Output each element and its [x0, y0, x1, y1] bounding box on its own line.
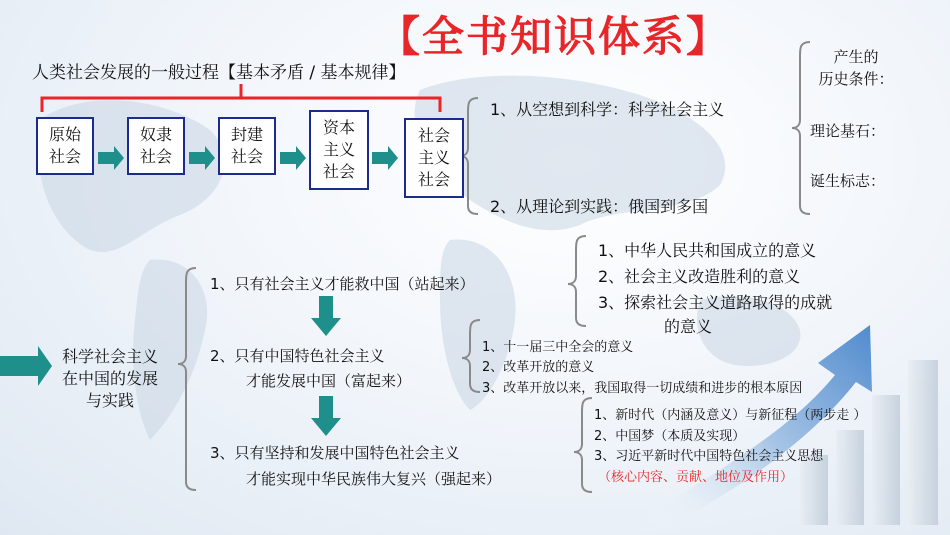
- arrow-down-1: [311, 296, 341, 336]
- socialism-branch-1: 1、从空想到科学：科学社会主义: [490, 100, 725, 119]
- stage-slavery: 奴隶 社会: [127, 117, 185, 175]
- china-stage-2: 2、只有中国特色社会主义 才能发展中国（富起来）: [210, 347, 412, 390]
- stage3-note: （核心内容、贡献、地位及作用）: [598, 470, 794, 485]
- china-stage-3: 3、只有坚持和发展中国特色社会主义 才能实现中华民族伟大复兴（强起来）: [210, 444, 502, 488]
- stage2-point-2: 2、改革开放的意义: [482, 360, 595, 375]
- origin-theory-foundation: 理论基石：: [810, 122, 886, 140]
- stage1-point-3: 3、探索社会主义道路取得的成就: [598, 293, 833, 312]
- bracket-stage3: [574, 398, 592, 492]
- bracket-stage2: [462, 320, 480, 392]
- stage-primitive: 原始 社会: [36, 117, 94, 175]
- arrow-4: [372, 146, 398, 170]
- stage3-point-2: 2、中国梦（本质及实现）: [594, 429, 746, 444]
- red-bracket: [42, 84, 440, 112]
- arrow-3: [280, 146, 306, 170]
- bracket-stage1: [568, 236, 586, 326]
- china-stage-1: 1、只有社会主义才能救中国（站起来）: [210, 275, 475, 293]
- stage-capitalist: 资本 主义 社会: [309, 110, 369, 190]
- arrow-down-2: [311, 396, 341, 436]
- stage2-point-3: 3、改革开放以来，我国取得一切成绩和进步的根本原因: [482, 381, 803, 396]
- arrow-2: [189, 146, 215, 170]
- subtitle: 人类社会发展的一般过程【基本矛盾 / 基本规律】: [32, 63, 406, 83]
- stage2-point-1: 1、十一届三中全会的意义: [482, 340, 634, 355]
- origin-historical-conditions: 产生的 历史条件：: [818, 48, 894, 88]
- stage-socialist: 社会 主义 社会: [404, 118, 464, 198]
- stage3-point-1: 1、新时代（内涵及意义）与新征程（两步走 ）: [594, 408, 867, 423]
- stage1-point-2: 2、社会主义改造胜利的意义: [598, 267, 801, 286]
- bracket-china: [178, 268, 196, 490]
- origin-birth-marker: 诞生标志：: [810, 172, 886, 190]
- stage3-point-3: 3、习近平新时代中国特色社会主义思想: [594, 449, 824, 464]
- socialism-branch-2: 2、从理论到实践：俄国到多国: [490, 197, 709, 216]
- page-title: 【全书知识体系】: [378, 12, 731, 61]
- stage-feudal: 封建 社会: [218, 117, 276, 175]
- stage1-point-3-cont: 的意义: [664, 317, 713, 336]
- china-topic: 科学社会主义 在中国的发展 与实践: [61, 347, 158, 410]
- stage1-point-1: 1、中华人民共和国成立的意义: [598, 241, 817, 260]
- arrow-1: [98, 146, 124, 170]
